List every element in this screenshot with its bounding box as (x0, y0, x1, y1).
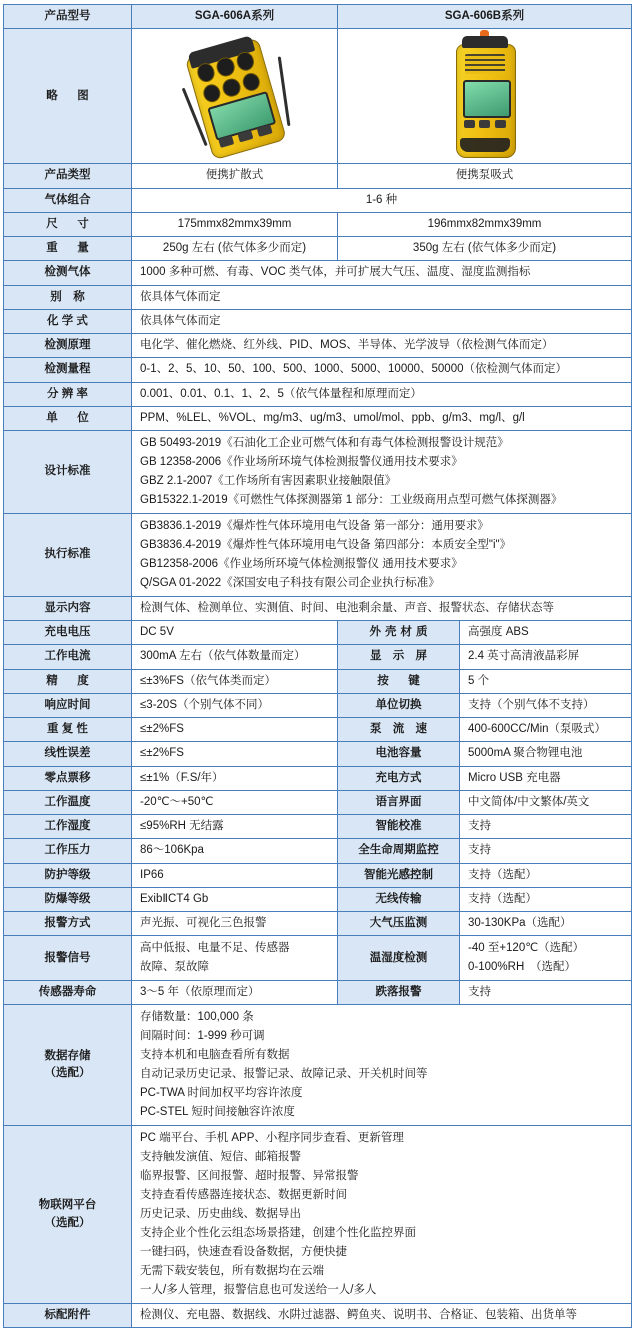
detect-gas-label: 检测气体 (4, 261, 132, 285)
standard-line: GB 50493-2019《石油化工企业可燃气体和有毒气体检测报警设计规范》 (140, 437, 509, 449)
ex-rating-value: ExibⅡCT4 Gb (132, 887, 338, 911)
charge-voltage-value: DC 5V (132, 621, 338, 645)
weight-a: 250g 左右 (依气体多少而定) (132, 237, 338, 261)
alias-label: 别 称 (4, 285, 132, 309)
table-row (4, 742, 632, 766)
temp-humidity-detect-value (460, 936, 632, 981)
resolution-value: 0.001、0.01、0.1、1、2、5（依气体量程和原理而定） (132, 382, 632, 406)
unit-label: 单 位 (4, 406, 132, 430)
resolution-label: 分 辨 率 (4, 382, 132, 406)
drop-alarm-label: 跌落报警 (338, 981, 460, 1005)
ip-rating-value: IP66 (132, 863, 338, 887)
table-row (4, 912, 632, 936)
accessories-label: 标配附件 (4, 1303, 132, 1327)
alarm-mode-label: 报警方式 (4, 912, 132, 936)
exec-standard-value (132, 513, 632, 596)
charge-mode-label: 充电方式 (338, 766, 460, 790)
iot-platform-label (4, 1126, 132, 1304)
iot-platform-line: 历史记录、历史曲线、数据导出 (140, 1208, 301, 1221)
table-row (4, 790, 632, 814)
linear-error-label: 线性误差 (4, 742, 132, 766)
table-row (4, 29, 632, 164)
table-row (4, 693, 632, 717)
ex-rating-label: 防爆等级 (4, 887, 132, 911)
display-screen-value: 2.4 英寸高清液晶彩屏 (460, 645, 632, 669)
table-row (4, 596, 632, 620)
standard-line: GB 12358-2006《作业场所环境气体检测报警仪通用技术要求》 (140, 455, 463, 468)
data-storage-line: 自动记录历史记录、报警记录、故障记录、开关机时间等 (140, 1068, 428, 1081)
table-row (4, 766, 632, 790)
iot-platform-line: 支持查看传感器连接状态、数据更新时间 (140, 1189, 347, 1202)
temp-humidity-detect-label: 温湿度检测 (338, 936, 460, 981)
table-row (4, 645, 632, 669)
zero-drift-value: ≤±1%（F.S/年） (132, 766, 338, 790)
standard-line: GB12358-2006《作业场所环境气体检测报警仪 通用技术要求》 (140, 557, 463, 570)
table-row (4, 164, 632, 188)
table-row (4, 1303, 632, 1327)
range-label: 检测量程 (4, 358, 132, 382)
display-content-label: 显示内容 (4, 596, 132, 620)
table-row (4, 718, 632, 742)
portable-pump-suction-detector-icon (446, 34, 524, 158)
table-row (4, 406, 632, 430)
repeatability-label: 重 复 性 (4, 718, 132, 742)
table-row (4, 261, 632, 285)
table-row (4, 981, 632, 1005)
iot-platform-line: 无需下载安装包，所有数据均在云端 (140, 1265, 324, 1278)
ip-rating-label: 防护等级 (4, 863, 132, 887)
table-row (4, 334, 632, 358)
alarm-signal-line: 故障、泵故障 (140, 961, 209, 974)
pump-flow-value: 400-600CC/Min（泵吸式） (460, 718, 632, 742)
shell-material-label: 外壳材质 (338, 621, 460, 645)
alarm-signal-label: 报警信号 (4, 936, 132, 981)
table-row (4, 621, 632, 645)
alias-value: 依具体气体而定 (132, 285, 632, 309)
smart-calibration-value: 支持 (460, 815, 632, 839)
zero-drift-label: 零点票移 (4, 766, 132, 790)
lifecycle-monitor-value: 支持 (460, 839, 632, 863)
table-row (4, 212, 632, 236)
principle-label: 检测原理 (4, 334, 132, 358)
data-storage-value (132, 1005, 632, 1126)
data-storage-line: 支持本机和电脑查看所有数据 (140, 1049, 290, 1062)
iot-platform-line: 支持企业个性化云组态场景搭建，创建个性化监控界面 (140, 1227, 416, 1240)
data-storage-label-line1: 数据存储 (44, 1050, 91, 1063)
battery-capacity-value: 5000mA 聚合物锂电池 (460, 742, 632, 766)
wireless-label: 无线传输 (338, 887, 460, 911)
iot-platform-label-line1: 物联网平台 (38, 1199, 97, 1212)
gas-combo-value: 1-6 种 (132, 188, 632, 212)
table-row (4, 1005, 632, 1126)
temp-humidity-line: 0-100%RH （选配） (468, 961, 576, 974)
data-storage-line: PC-TWA 时间加权平均容许浓度 (140, 1087, 303, 1100)
pump-flow-label: 泵 流 速 (338, 718, 460, 742)
standard-line: GBZ 2.1-2007《工作场所有害因素职业接触限值》 (140, 474, 397, 487)
response-time-label: 响应时间 (4, 693, 132, 717)
table-row (4, 815, 632, 839)
work-current-value: 300mA 左右（依气体数量而定） (132, 645, 338, 669)
temp-humidity-line: -40 至+120℃（选配） (468, 942, 585, 955)
size-a: 175mmx82mmx39mm (132, 212, 338, 236)
model-label: 产品型号 (4, 5, 132, 29)
key-count-value: 5 个 (460, 669, 632, 693)
smart-light-control-label: 智能光感控制 (338, 863, 460, 887)
alarm-signal-value (132, 936, 338, 981)
table-row (4, 431, 632, 514)
alarm-signal-line: 高中低报、电量不足、传感器 (140, 942, 290, 955)
language-label: 语言界面 (338, 790, 460, 814)
standard-line: GB3836.4-2019《爆炸性气体环境用电气设备 第四部分：本质安全型"i"》 (140, 538, 512, 551)
formula-value: 依具体气体而定 (132, 309, 632, 333)
accuracy-label: 精 度 (4, 669, 132, 693)
data-storage-line: PC-STEL 短时间接触容许浓度 (140, 1106, 295, 1119)
table-row (4, 887, 632, 911)
unit-switch-value: 支持（个别气体不支持） (460, 693, 632, 717)
principle-value: 电化学、催化燃烧、红外线、PID、MOS、半导体、光学波导（依检测气体而定） (132, 334, 632, 358)
pressure-monitor-value: 30-130KPa（选配） (460, 912, 632, 936)
unit-value: PPM、%LEL、%VOL、mg/m3、ug/m3、umol/mol、ppb、g/m3、mg/l、g/l (132, 406, 632, 430)
diagram-label: 略 图 (4, 29, 132, 164)
standard-line: GB15322.1-2019《可燃性气体探测器第 1 部分：工业级商用点型可燃气体探测器》 (140, 493, 563, 506)
model-b-value: SGA-606B系列 (338, 5, 632, 29)
standard-line: GB3836.1-2019《爆炸性气体环境用电气设备 第一部分：通用要求》 (140, 519, 489, 532)
lifecycle-monitor-label: 全生命周期监控 (338, 839, 460, 863)
wireless-value: 支持（选配） (460, 887, 632, 911)
sensor-life-label: 传感器寿命 (4, 981, 132, 1005)
model-a-value: SGA-606A系列 (132, 5, 338, 29)
iot-platform-line: 临界报警、区间报警、超时报警、异常报警 (140, 1170, 359, 1183)
table-row (4, 237, 632, 261)
language-value: 中文简体/中文繁体/英文 (460, 790, 632, 814)
iot-platform-line: 支持触发演值、短信、邮箱报警 (140, 1151, 301, 1164)
work-current-label: 工作电流 (4, 645, 132, 669)
work-temp-label: 工作温度 (4, 790, 132, 814)
smart-light-control-value: 支持（选配） (460, 863, 632, 887)
accessories-value: 检测仪、充电器、数据线、水阱过滤器、鳄鱼夹、说明书、合格证、包装箱、出货单等 (132, 1303, 632, 1327)
device-b-image (338, 29, 632, 164)
battery-capacity-label: 电池容量 (338, 742, 460, 766)
accuracy-value: ≤±3%FS（依气体类而定） (132, 669, 338, 693)
table-row (4, 669, 632, 693)
product-type-label: 产品类型 (4, 164, 132, 188)
formula-label: 化 学 式 (4, 309, 132, 333)
standard-line: Q/SGA 01-2022《深国安电子科技有限公司企业执行标准》 (140, 576, 440, 589)
range-value: 0-1、2、5、10、50、100、500、1000、5000、10000、50000（依检测气体而定） (132, 358, 632, 382)
work-humidity-value: ≤95%RH 无结露 (132, 815, 338, 839)
table-row (4, 382, 632, 406)
iot-platform-line: 一人/多人管理，报警信息也可发送给一人/多人 (140, 1284, 377, 1296)
table-row (4, 513, 632, 596)
key-count-label: 按 键 (338, 669, 460, 693)
charge-mode-value: Micro USB 充电器 (460, 766, 632, 790)
table-row (4, 358, 632, 382)
sensor-life-value: 3～5 年（依原理而定） (132, 981, 338, 1005)
data-storage-line: 存储数量：100,000 条 (140, 1011, 254, 1024)
iot-platform-label-line2: （选配） (44, 1216, 91, 1229)
table-row (4, 936, 632, 981)
shell-material-value: 高强度 ABS (460, 621, 632, 645)
design-standard-value (132, 431, 632, 514)
work-pressure-label: 工作压力 (4, 839, 132, 863)
table-row (4, 1126, 632, 1304)
data-storage-label (4, 1005, 132, 1126)
alarm-mode-value: 声光振、可视化三色报警 (132, 912, 338, 936)
product-type-b: 便携泵吸式 (338, 164, 632, 188)
data-storage-label-line2: （选配） (44, 1067, 91, 1080)
iot-platform-line: PC 端平台、手机 APP、小程序同步查看、更新管理 (140, 1132, 404, 1145)
weight-b: 350g 左右 (依气体多少而定) (338, 237, 632, 261)
work-humidity-label: 工作湿度 (4, 815, 132, 839)
portable-diffusion-detector-icon (169, 28, 300, 164)
work-temp-value: -20℃～+50℃ (132, 790, 338, 814)
display-content-value: 检测气体、检测单位、实测值、时间、电池剩余量、声音、报警状态、存储状态等 (132, 596, 632, 620)
table-row (4, 863, 632, 887)
charge-voltage-label: 充电电压 (4, 621, 132, 645)
iot-platform-line: 一键扫码，快速查看设备数据，方便快捷 (140, 1246, 347, 1259)
response-time-value: ≤3-20S（个别气体不同） (132, 693, 338, 717)
table-row (4, 5, 632, 29)
table-row (4, 285, 632, 309)
product-type-a: 便携扩散式 (132, 164, 338, 188)
repeatability-value: ≤±2%FS (132, 718, 338, 742)
iot-platform-value (132, 1126, 632, 1304)
work-pressure-value: 86～106Kpa (132, 839, 338, 863)
design-standard-label: 设计标准 (4, 431, 132, 514)
weight-label: 重 量 (4, 237, 132, 261)
pressure-monitor-label: 大气压监测 (338, 912, 460, 936)
exec-standard-label: 执行标准 (4, 513, 132, 596)
drop-alarm-value: 支持 (460, 981, 632, 1005)
data-storage-line: 间隔时间：1-999 秒可调 (140, 1030, 265, 1043)
device-a-image (132, 29, 338, 164)
size-label: 尺 寸 (4, 212, 132, 236)
table-row (4, 309, 632, 333)
specification-table (3, 4, 632, 1328)
table-row (4, 188, 632, 212)
size-b: 196mmx82mmx39mm (338, 212, 632, 236)
table-row (4, 839, 632, 863)
linear-error-value: ≤±2%FS (132, 742, 338, 766)
smart-calibration-label: 智能校准 (338, 815, 460, 839)
detect-gas-value: 1000 多种可燃、有毒、VOC 类气体，并可扩展大气压、温度、湿度监测指标 (132, 261, 632, 285)
display-screen-label: 显 示 屏 (338, 645, 460, 669)
unit-switch-label: 单位切换 (338, 693, 460, 717)
gas-combo-label: 气体组合 (4, 188, 132, 212)
